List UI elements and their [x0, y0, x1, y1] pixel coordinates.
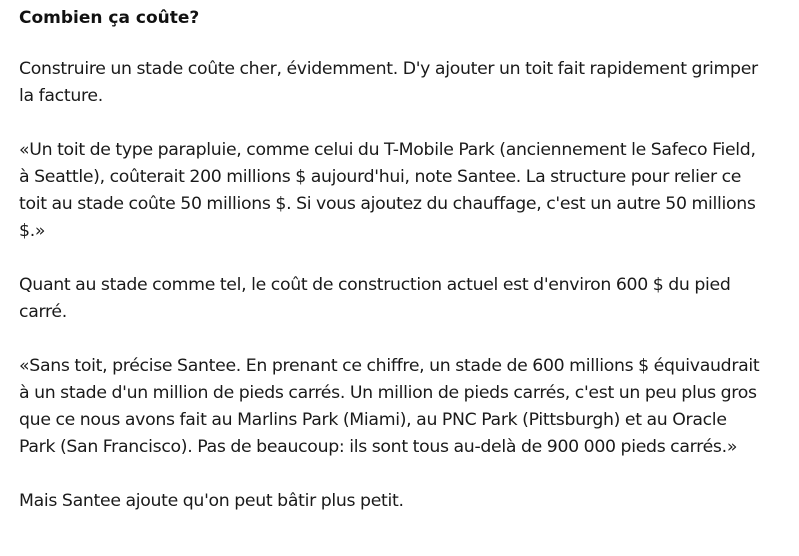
paragraph-conclusion: Mais Santee ajoute qu'on peut bâtir plus petit.: [19, 491, 404, 511]
section-heading: Combien ça coûte?: [19, 8, 200, 28]
paragraph-size-quote: «Sans toit, précise Santee. En prenant ce chiffre, un stade de 600 millions $ équivaudrait à un stade d'un million de pieds carrés. Un million de pieds carrés, c'est un peu plus gros que ce nous avons fait au Marlins Park (Miami), au PNC Park (Pittsburgh) et au Oracle Park (San Francisco). Pas de beaucoup: ils sont tous au-delà de 900 000 pieds carrés.»: [19, 356, 760, 457]
article-body: [19, 5, 764, 515]
paragraph-construction-cost: Quant au stade comme tel, le coût de construction actuel est d'environ 600 $ du pied carré.: [19, 275, 731, 322]
paragraph-intro: Construire un stade coûte cher, évidemment. D'y ajouter un toit fait rapidement grimper la facture.: [19, 59, 758, 106]
paragraph-roof-cost-quote: «Un toit de type parapluie, comme celui du T-Mobile Park (anciennement le Safeco Field, à Seattle), coûterait 200 millions $ aujourd'hui, note Santee. La structure pour relier ce toit au stade coûte 50 millions $. Si vous ajoutez du chauffage, c'est un autre 50 millions $.»: [19, 140, 756, 241]
